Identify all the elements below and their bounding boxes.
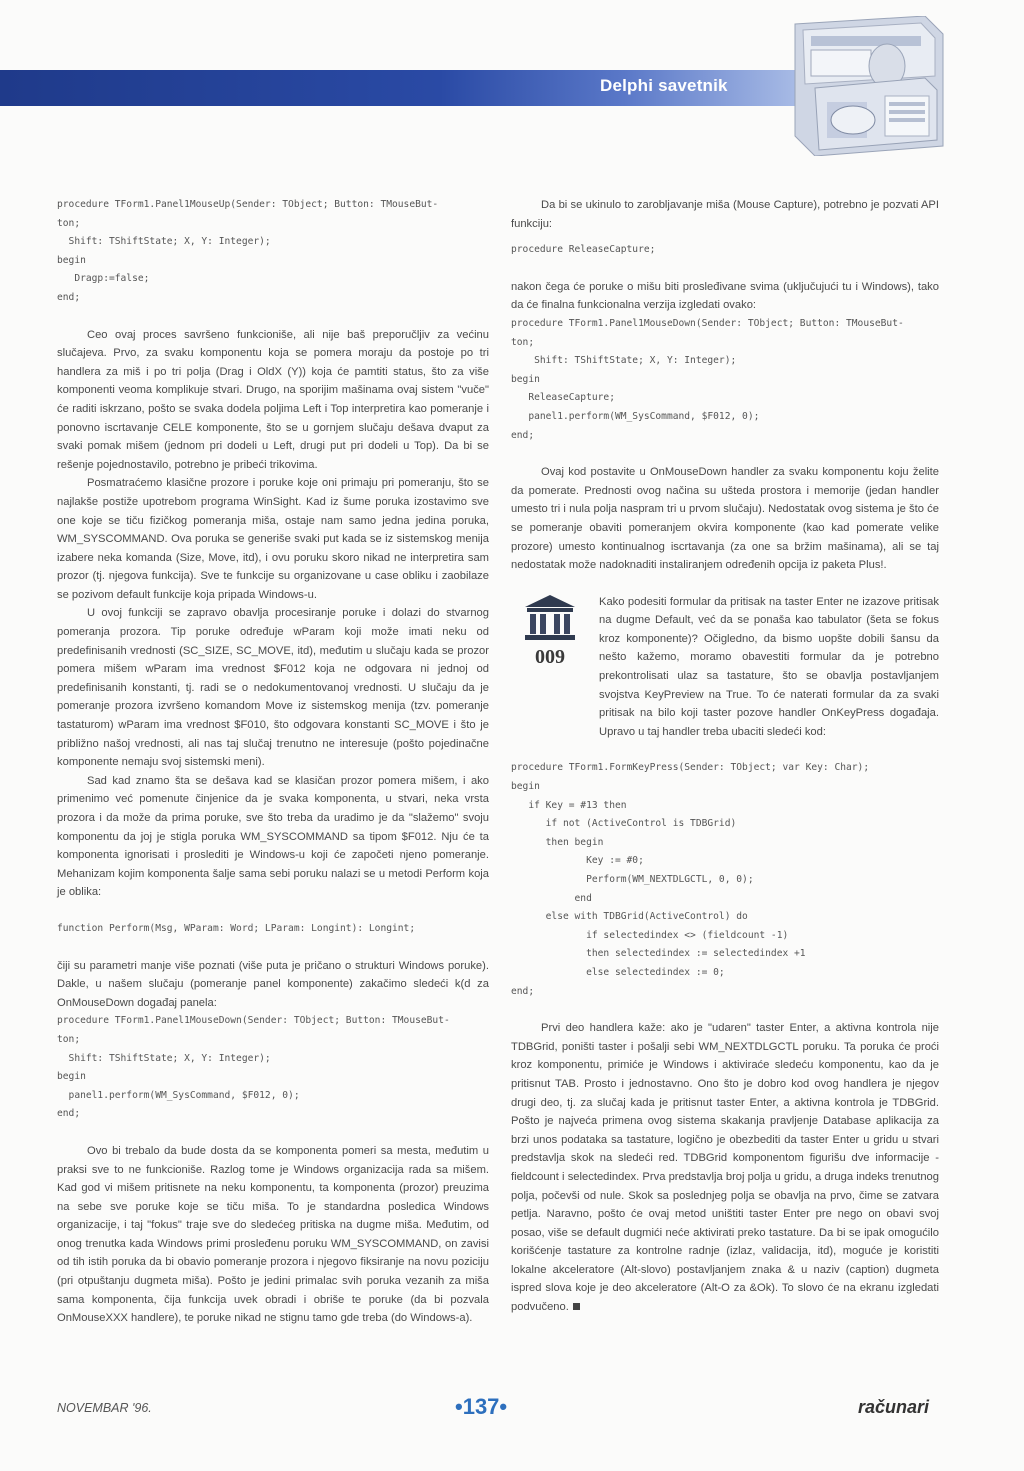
code-perform-signature: function Perform(Msg, WParam: Word; LParam: Longint): Longint; <box>57 922 416 934</box>
paragraph: Posmatraćemo klasične prozore i poruke koje oni primaju pri pomeranju, što se najlakše postiže upotrebom programa WinSight. Kad iz šume poruka izostavimo sve one koje se tiču fizičkog pomeranja miša, ostaje nam samo jedna jedina poruka, WM_SYSCOMMAND. Ova poruka se generiše svaki put kada se iz sistemskog menija izabere neka komanda (Size, Move, itd), i ovu poruku skoro nikad ne interpretira sam prozor (tj. njegova funkcija). Sve te funkcije su organizovane u case obliku i zaobilaze se pozivom default funkcije koja pripada Windows-u. <box>57 477 489 601</box>
paragraph <box>511 1019 939 1317</box>
paragraph: Sad kad znamo šta se dešava kad se klasičan prozor pomera mišem, i ako primenimo već pomenute činjenice da je svaka komponenta, u stvari, neka vrsta prozora i da može da prima poruke, sve što treba da uradimo je da "slažemo" svoju komponentu da joj je stigla poruka WM_SYSCOMMAND sa tipom $F012. Nju će ta komponenta ignorisati i proslediti je Windows-u koji će započeti njeno pomeranje. Mehanizam kojim komponenta šalje sama sebi poruku nalazi se u metodi Perform koja je oblika: <box>57 774 489 899</box>
paragraph: čiji su parametri manje više poznati (više puta je pričano o strukturi Windows poruke). Dakle, u našem slučaju (pomeranje panel komponente) zakačimo sledeći k(d za OnMouseDown događaj panela: <box>57 959 489 1009</box>
right-column <box>511 196 939 1317</box>
issue-date: NOVEMBAR '96. <box>57 1401 152 1415</box>
paragraph: U ovoj funkciji se zapravo obavlja procesiranje poruke i dolazi do stvarnog pomeranja prozora. Tip poruke određuje wParam koji može imati neku od predefinisanih vrednosti (SC_SIZE, SC_MOVE, itd), međutim u slučaju kada se prozor pomera mišem wParam ima vrednost $F012 koja ne odgovara ni jednoj od predefinisanih konstanti, tj. radi se o nedokumentovanoj vrednosti. U slučaju da je pomeranje prozora izvršeno komandom Move iz sistemskog menija (tzv. pomeranje tastaturom) wParam ima vrednost $F010, što odgovara konstanti SC_MOVE i što je približno našoj vrednosti, ali nas taj slučaj trenutno ne interesuje (pošto pojedinačne komponente nemaju svoj sistemski meni). <box>57 607 489 769</box>
code-mousedown: procedure TForm1.Panel1MouseDown(Sender: TObject; Button: TMouseBut- ton; Shift: TShiftState; X, Y: Integer); begin panel1.perform(WM_SysCommand, $F012, 0); end; <box>57 1015 450 1120</box>
page-number: •137• <box>455 1394 508 1419</box>
left-column <box>57 196 489 1328</box>
section-title: Delphi savetnik <box>600 76 728 95</box>
paragraph: nakon čega će poruke o mišu biti prosleđivane svima (uključujući tu i Windows), tako da će finalna funkcionalna verzija izgledati ovako: <box>511 280 939 312</box>
end-of-article-mark <box>573 1303 580 1310</box>
paragraph: Ovaj kod postavite u OnMouseDown handler za svaku komponentu koju želite da pomerate. Prednosti ovog načina su ušteda prostora i memorije (jedan handler umesto tri i nula polja naspram tri u prvom slučaju). Nedostatak ovog sistema je što će se pomeranje obaviti pomeranjem okvira komponente (kao kad pomerate velike prozore) umesto kontinualnog iscrtavanja (za one sa bržim mašinama), ali se taj nedostatak može nadoknaditi instaliranjem određenih opcija iz paketa Plus!. <box>511 466 939 572</box>
delphi-box-image <box>775 16 950 156</box>
tip-text: Kako podesiti formular da pritisak na taster Enter ne izazove pritisak na dugme Default, već da se ponaša kao tabulator (šeta se fokus kroz komponente)? Očigledno, da bismo uopšte dobili šansu da nešto kažemo, moramo obavestiti formular da je potrebno prekontrolisati ulaz sa tastature, što se obavlja postavljanjem svojstva KeyPreview na True. To će naterati formular da za svaki pritisak na bilo koji taster pozove handler OnKeyPress događaja. Upravo u taj handler treba ubaciti sledeći kod: <box>599 595 939 738</box>
code-formkeypress: procedure TForm1.FormKeyPress(Sender: TObject; var Key: Char); begin if Key = #13 then if not (ActiveControl is TDBGrid) then begin Key := #0; Perform(WM_NEXTDLGCTL, 0, 0); end else with TDBGrid(ActiveControl) do if selectedindex <> (fieldcount -1) then selectedindex := selectedindex +1 else selectedindex := 0; end; <box>511 762 870 997</box>
paragraph: Ovo bi trebalo da bude dosta da se komponenta pomeri sa mesta, međutim u praksi sve to ne funkcioniše. Razlog tome je Windows organizacija rada sa mišem. Kad god vi mišem pritisnete na neku komponentu, ta komponenta (prozor) preuzima na sebe sve poruke koje se tiču miša. To je standardna posledica Windows organizacije, i taj "fokus" traje sve do sledećeg pritiska na dugme miša. Međutim, od onog trenutka kada Windows primi prosleđenu poruku WM_SYSCOMMAND, on zavisi od tih istih poruka da bi obavio pomeranje prozora i njegovo fiksiranje na novu poziciju (pri otpuštanju dugmeta miša). Pošto je jedini primalac svih poruka vezanih za miša sama komponenta, čija funkcija uvek obradi i obriše te poruke (da bi pozvala OnMouseXXX handlere), te poruke nikad ne stignu tamo gde treba (do Windows-a). <box>57 1144 489 1325</box>
tip-number: 009 <box>535 645 565 668</box>
paragraph-text: Prvi deo handlera kaže: ako je "udaren" taster Enter, a aktivna kontrola nije TDBGrid, poništi taster i pošalji sebi WM_NEXTDLGCTL poruku. Ta poruka će proći kroz komponentu, primiće je Windows i aktiviraće sledeću komponentu, kao da je pritisnut TAB. Prosto i jednostavno. Ono što je dobro kod ovog handlera je njegov drugi deo, tj. za slučaj kada je pritisnut taster Enter, a aktivna kontrola je TDBGrid. Pošto je najveća primena ovog sistema skakanja pravljenje Database aplikacija za brzi unos podataka sa tastature, logično je obezbediti da taster Enter u gridu u stvari predstavlja skok na sledeći red. TDBGrid komponentom figurišu dve informacije - fieldcount i selectedindex. Prva predstavlja broj polja u gridu, a druga indeks trenutnog polja, počevši od nule. Skok sa poslednjeg polja se obavlja na prvo, čime se zatvara petlja. Naravno, pošto će ovaj metod uništiti taster Enter pre nego on obavi svoj posao, više se default dugmići neće aktivirati preko tastature. Da bi se ipak omogućilo korišćenje tastature za kontrolne radnje (izlaz, validacija, itd), moguće je koristiti lokalne akceleratore (Alt-slovo) postavljanjem znaka & u naziv (caption) dugmeta ispred slova koje je deo akceleratore (Alt-O za &Ok). To slovo će na ekranu izgledati podvučeno. <box>511 1022 939 1314</box>
paragraph: Da bi se ukinulo to zarobljavanje miša (Mouse Capture), potrebno je pozvati API funkciju: <box>511 199 939 230</box>
code-mouseup: procedure TForm1.Panel1MouseUp(Sender: TObject; Button: TMouseBut- ton; Shift: TShiftState; X, Y: Integer); begin Dragp:=false; end; <box>57 199 439 303</box>
magazine-logo: računari <box>858 1397 930 1417</box>
code-releasecapture: procedure ReleaseCapture; <box>511 244 656 256</box>
temple-icon <box>521 593 579 669</box>
code-final-mousedown: procedure TForm1.Panel1MouseDown(Sender: TObject; Button: TMouseBut- ton; Shift: TShiftState; X, Y: Integer); begin ReleaseCapture; panel1.perform(WM_SysCommand, $F012, 0); end; <box>511 317 904 441</box>
tip-block <box>511 593 939 742</box>
paragraph: Ceo ovaj proces savršeno funkcioniše, ali nije baš preporučljiv za većinu slučajeva. Prvo, za svaku komponentu koja se pomera moraju da postoje po tri handlera za miš i po tri polja (Drag i OldX (Y)) koja će pamtiti status, što za više komponenti veoma komplikuje stvari. Drugo, na sporijim mašinama ovaj sistem "vuče" će raditi iskrzano, pošto se svaka dodela poljima Left i Top interpretira kao pomeranje i ponovno iscrtavanje CELE komponente, što se u gornjem slučaju dešava dvaput za svaki pomak mišem (jednom pri dodeli u Left, drugi put pri dodeli u Top). Da bi se rešenje pojednostavilo, potrebno je pribeći trikovima. <box>57 328 489 471</box>
